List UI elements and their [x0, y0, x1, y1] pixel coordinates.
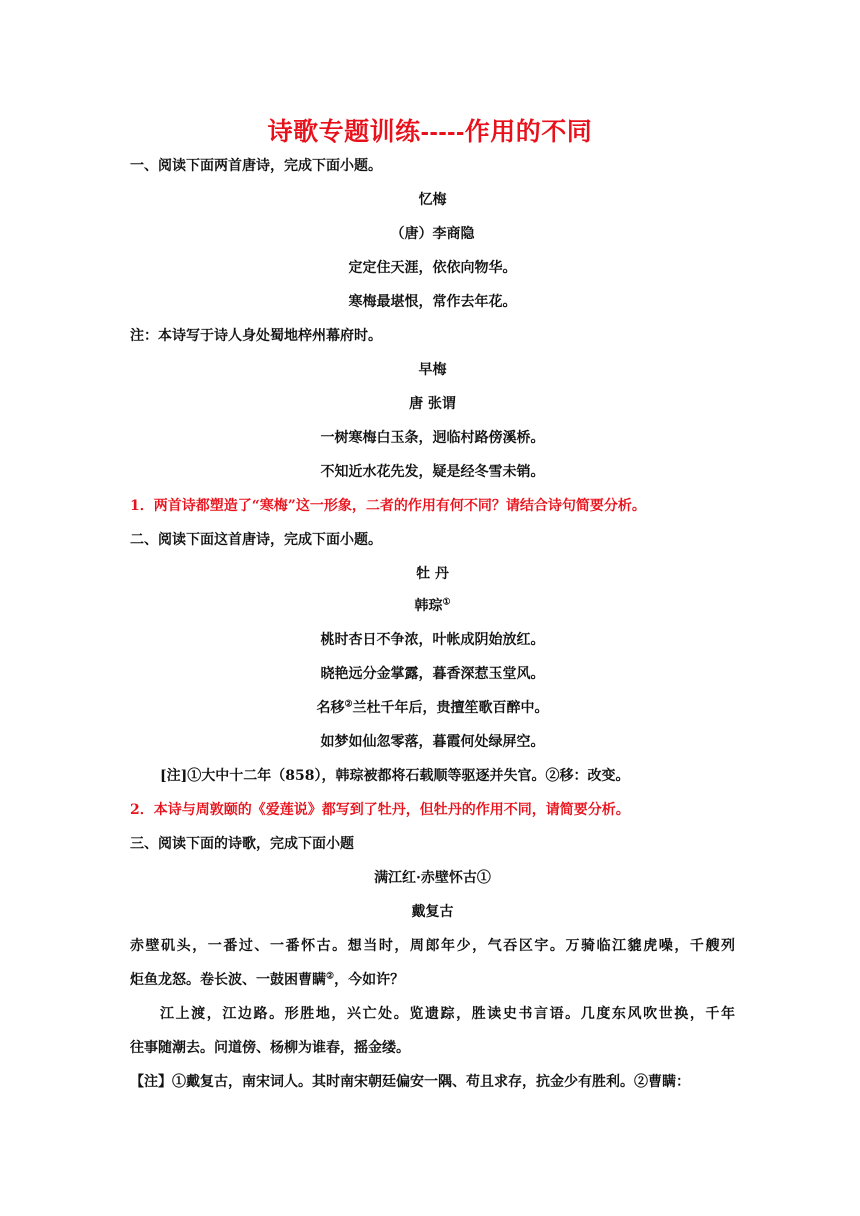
poem4-line-start: 炬鱼龙怒。卷长波、一鼓困曹瞒	[130, 972, 326, 988]
poem4-note: 【注】①戴复古，南宋词人。其时南宋朝廷偏安一隅、苟且求存，抗金少有胜利。②曹瞒：	[130, 1074, 690, 1090]
poem3-line3-end: 兰杜千年后，贵擅笙歌百醉中。	[352, 700, 549, 716]
footnote-marker: ②	[344, 699, 353, 710]
poem3-line: 桃时杏日不争浓，叶帐成阴始放红。	[320, 632, 545, 648]
section1-heading: 一、阅读下面两首唐诗，完成下面小题。	[130, 158, 382, 174]
poem3-line	[130, 698, 735, 718]
poem4-title: 满江红·赤壁怀古①	[374, 870, 491, 886]
question-1: 1．两首诗都塑造了“寒梅”这一形象，二者的作用有何不同？请结合诗句简要分析。	[130, 498, 646, 514]
poem3-author	[130, 596, 735, 616]
poem1-title: 忆梅	[418, 192, 447, 208]
poem1-line: 寒梅最堪恨，常作去年花。	[348, 294, 517, 310]
poem2-line: 一树寒梅白玉条，迥临村路傍溪桥。	[320, 430, 545, 446]
poem1-line: 定定住天涯，依依向物华。	[348, 260, 517, 276]
poem3-note: [注]①大中十二年（858），韩琮被都将石载顺等驱逐并失官。②移：改变。	[160, 768, 630, 784]
poem4-line-end: ，今如许？	[334, 972, 405, 988]
poem2-title: 早梅	[418, 362, 447, 378]
footnote-marker: ②	[326, 971, 335, 982]
poem2-author: 唐 张谓	[409, 396, 456, 412]
question-2: 2．本诗与周敦颐的《爱莲说》都写到了牡丹，但牡丹的作用不同，请简要分析。	[130, 802, 630, 818]
poem1-note: 注：本诗写于诗人身处蜀地梓州幕府时。	[130, 328, 382, 344]
page-title: 诗歌专题训练-----作用的不同	[267, 118, 593, 146]
poem2-line: 不知近水花先发，疑是经冬雪未销。	[320, 464, 545, 480]
poem4-author: 戴复古	[411, 904, 454, 920]
poem4-text-line: 赤壁矶头，一番过、一番怀古。想当时，周郎年少，气吞区宇。万骑临江貔虎噪，千艘列	[130, 938, 735, 954]
poem3-title: 牡 丹	[416, 566, 449, 582]
poem4-text-line: 江上渡，江边路。形胜地，兴亡处。览遗踪，胜读史书言语。几度东风吹世换，千年	[160, 1006, 735, 1022]
section3-heading: 三、阅读下面的诗歌，完成下面小题	[130, 836, 354, 852]
footnote-marker: ①	[442, 597, 451, 608]
poem3-line: 如梦如仙忽零落，暮霞何处绿屏空。	[320, 734, 545, 750]
poem4-text-line	[130, 970, 735, 990]
section2-heading: 二、阅读下面这首唐诗，完成下面小题。	[130, 532, 382, 548]
poem3-line: 晓艳远分金掌露，暮香深惹玉堂风。	[320, 666, 545, 682]
poem3-line3-start: 名移	[316, 700, 345, 716]
poem3-author-name: 韩琮	[414, 598, 443, 614]
poem4-text-line: 往事随潮去。问道傍、杨柳为谁春，摇金缕。	[130, 1040, 410, 1056]
poem1-author: （唐）李商隐	[390, 226, 475, 242]
